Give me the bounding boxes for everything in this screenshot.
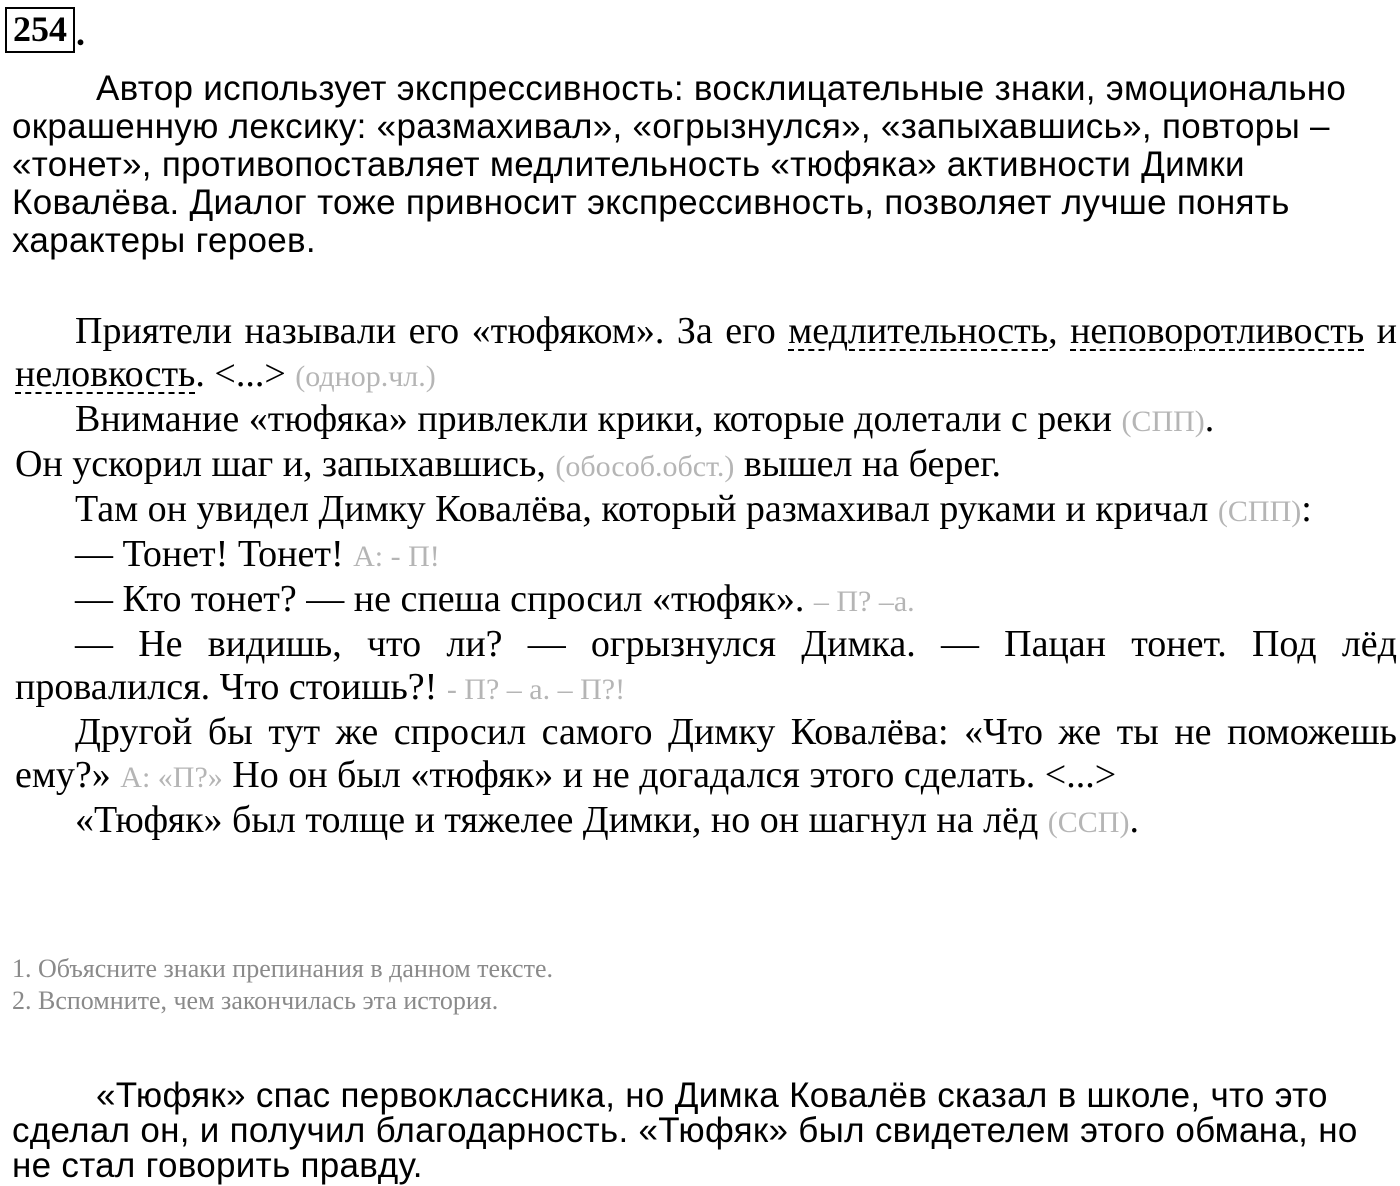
text-paragraph-9: «Тюфяк» был толще и тяжелее Димки, но он шагнул на лёд (ССП). xyxy=(75,799,1139,841)
text-paragraph-6: — Кто тонет? — не спеша спросил «тюфяк». – П? –а. xyxy=(75,578,915,620)
text-paragraph-4: Там он увидел Димку Ковалёва, который размахивал руками и кричал (СПП): xyxy=(75,488,1312,530)
grammar-note: (СПП) xyxy=(1121,405,1205,438)
grammar-note: - П? – а. – П?! xyxy=(446,673,626,706)
text-paragraph-1: Приятели называли его «тюфяком». За его медлительность, неповоротливость и неловкость. <...> (однор.чл.) xyxy=(15,310,1398,395)
text-paragraph-7: — Не видишь, что ли? — огрызнулся Димка. — Пацан тонет. Под лёд провалился. Что стоишь?! - П? – а. – П?! xyxy=(15,623,1397,708)
answer-paragraph-2: «Тюфяк» спас первоклассника, но Димка Ковалёв сказал в школе, что это сделал он, и получил благодарность. «Тюфяк» был свидетелем этого обмана, но не стал говорить правду. xyxy=(12,1076,1358,1185)
answer-paragraph-1: Автор использует экспрессивность: восклицательные знаки, эмоционально окрашенную лексику: «размахивал», «огрызнулся», «запыхавшись», повторы – «тонет», противопоставляет медлительность «тюфяка» активности Димки Ковалёва. Диалог тоже привносит экспрессивность, позволяет лучше понять характеры героев. xyxy=(12,69,1347,260)
answer-expressiveness xyxy=(12,70,1392,260)
grammar-note: (обособ.обст.) xyxy=(555,450,735,483)
literary-text xyxy=(15,310,1397,844)
grammar-note: А: «П?» xyxy=(120,761,223,794)
homogeneous-member-2: неповоротливость xyxy=(1070,310,1365,352)
task-item-2: 2. Вспомните, чем закончилась эта история. xyxy=(12,986,499,1015)
task-item-1: 1. Объясните знаки препинания в данном тексте. xyxy=(12,954,553,983)
grammar-note: (ССП) xyxy=(1047,806,1130,839)
grammar-note: (СПП) xyxy=(1217,495,1302,528)
grammar-note: – П? –а. xyxy=(813,585,915,618)
answer-story-ending xyxy=(12,1078,1392,1183)
exercise-number-box xyxy=(5,7,85,53)
grammar-note: (однор.чл.) xyxy=(295,360,436,393)
text-paragraph-5: — Тонет! Тонет! А: - П! xyxy=(75,533,440,575)
exercise-number: 254 xyxy=(5,7,75,53)
grammar-note: А: - П! xyxy=(353,540,440,573)
task-list xyxy=(12,953,553,1017)
text-paragraph-3: Он ускорил шаг и, запыхавшись, (обособ.обст.) вышел на берег. xyxy=(15,443,1002,485)
text-paragraph-2: Внимание «тюфяка» привлекли крики, которые долетали с реки (СПП). xyxy=(75,398,1215,440)
exercise-number-dot: . xyxy=(76,13,85,53)
homogeneous-member-1: медлительность xyxy=(788,310,1049,352)
homogeneous-member-3: неловкость xyxy=(15,353,196,395)
text-paragraph-8: Другой бы тут же спросил самого Димку Ковалёва: «Что же ты не поможешь ему?» А: «П?» Но он был «тюфяк» и не догадался этого сделать. <...> xyxy=(15,711,1397,796)
